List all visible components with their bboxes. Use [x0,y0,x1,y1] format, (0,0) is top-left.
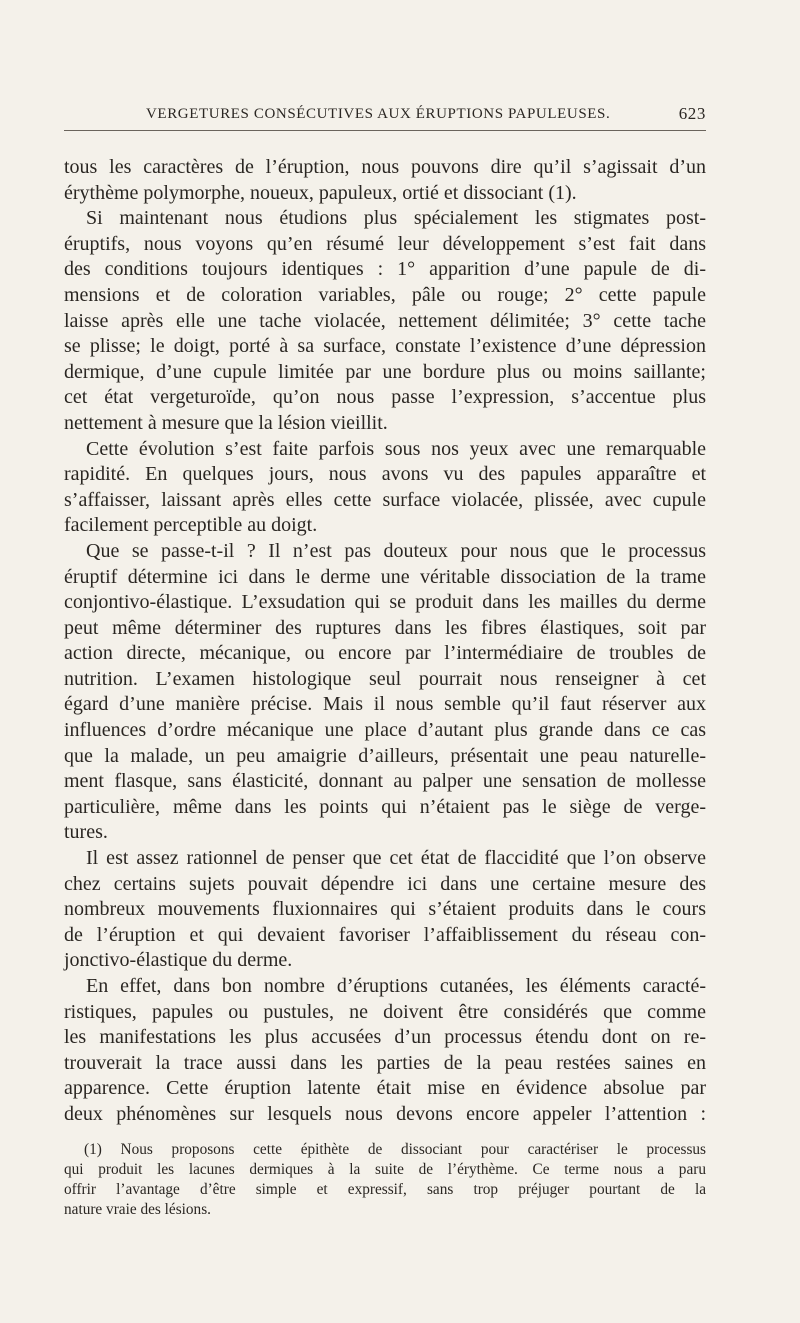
paragraph [64,437,706,539]
text-line: des conditions toujours identiques : 1° apparition d’une papule de di- [64,258,706,281]
paragraph [64,846,706,974]
body-text [64,155,706,1128]
text-line: les manifestations les plus accusées d’un processus étendu dont on re- [64,1026,706,1049]
paragraph [64,539,706,846]
footnote-line: nature vraie des lésions. [64,1201,211,1218]
footnote-line: (1) Nous proposons cette épithète de dissociant pour caractériser le processus [84,1141,706,1158]
header-rule [64,130,706,131]
paragraph [64,155,706,206]
text-line: Que se passe-t-il ? Il n’est pas douteux pour nous que le processus [86,539,706,562]
text-line: que la malade, un peu amaigrie d’ailleurs, présentait une peau naturelle- [64,744,706,767]
text-line: éruptifs, nous voyons qu’en résumé leur développement s’est fait dans [64,232,706,255]
text-line: chez certains sujets pouvait dépendre ici dans une certaine mesure des [64,872,706,895]
text-line: Cette évolution s’est faite parfois sous nos yeux avec une remarquable [86,437,706,460]
page-number: 623 [678,104,706,123]
text-line: peut même déterminer des ruptures dans les fibres élastiques, soit par [64,616,706,639]
text-line: se plisse; le doigt, porté à sa surface, constate l’existence d’une dépression [64,335,706,358]
text-line: conjontivo-élastique. L’exsudation qui se produit dans les mailles du derme [64,591,706,614]
text-line: laisse après elle une tache violacée, nettement délimitée; 3° cette tache [64,309,706,332]
footnote-line: offrir l’avantage d’être simple et expressif, sans trop préjuger pourtant de la [64,1181,706,1198]
text-line: égard d’une manière précise. Mais il nous semble qu’il faut réserver aux [64,693,706,716]
text-line: facilement perceptible au doigt. [64,514,318,537]
text-line: ristiques, papules ou pustules, ne doivent être considérés que comme [64,1000,706,1023]
text-line: rapidité. En quelques jours, nous avons vu des papules apparaître et [64,463,706,486]
text-line: En effet, dans bon nombre d’éruptions cutanées, les éléments caracté- [86,975,706,997]
text-line: tous les caractères de l’éruption, nous pouvons dire qu’il s’agissait d’un [64,156,706,178]
paragraph [64,974,706,1128]
text-line: tures. [64,821,108,844]
paragraph [64,206,706,436]
running-title: VERGETURES CONSÉCUTIVES AUX ÉRUPTIONS PAPULEUSES. [146,106,611,122]
text-line: nettement à mesure que la lésion vieillit. [64,411,388,434]
text-line: jonctivo-élastique du derme. [64,949,293,972]
text-line: érythème polymorphe, noueux, papuleux, ortié et dissociant (1). [64,181,577,204]
text-line: mensions et de coloration variables, pâle ou rouge; 2° cette papule [64,283,706,306]
text-line: éruptif détermine ici dans le derme une véritable dissociation de la trame [64,565,706,588]
text-line: apparence. Cette éruption latente était mise en évidence absolue par [64,1077,706,1100]
text-line: trouverait la trace aussi dans les parties de la peau restées saines en [64,1051,706,1074]
text-line: de l’éruption et qui devaient favoriser l’affaiblissement du réseau con- [64,923,706,946]
text-line: dermique, d’une cupule limitée par une bordure plus ou moins saillante; [64,360,706,383]
text-line: ment flasque, sans élasticité, donnant au palper une sensation de mollesse [64,770,706,793]
text-line: action directe, mécanique, ou encore par l’intermédiaire de troubles de [64,642,706,665]
text-line: Il est assez rationnel de penser que cet état de flaccidité que l’on observe [86,847,706,870]
text-line: deux phénomènes sur lesquels nous devons encore appeler l’attention : [64,1102,706,1125]
text-line: cet état vergeturoïde, qu’on nous passe l’expression, s’accentue plus [64,386,706,409]
text-line: nutrition. L’examen histologique seul pourrait nous renseigner à cet [64,667,706,690]
footnote [64,1140,706,1220]
text-line: s’affaisser, laissant après elles cette surface violacée, plissée, avec cupule [64,488,706,511]
text-line: nombreux mouvements fluxionnaires qui s’étaient produits dans le cours [64,898,706,921]
footnote-line: qui produit les lacunes dermiques à la suite de l’érythème. Ce terme nous a paru [64,1161,706,1178]
text-line: particulière, même dans les points qui n’étaient pas le siège de verge- [64,795,706,818]
text-line: Si maintenant nous étudions plus spécialement les stigmates post- [86,207,706,230]
text-line: influences d’ordre mécanique une place d’autant plus grande dans ce cas [64,719,706,742]
running-head [64,104,706,130]
